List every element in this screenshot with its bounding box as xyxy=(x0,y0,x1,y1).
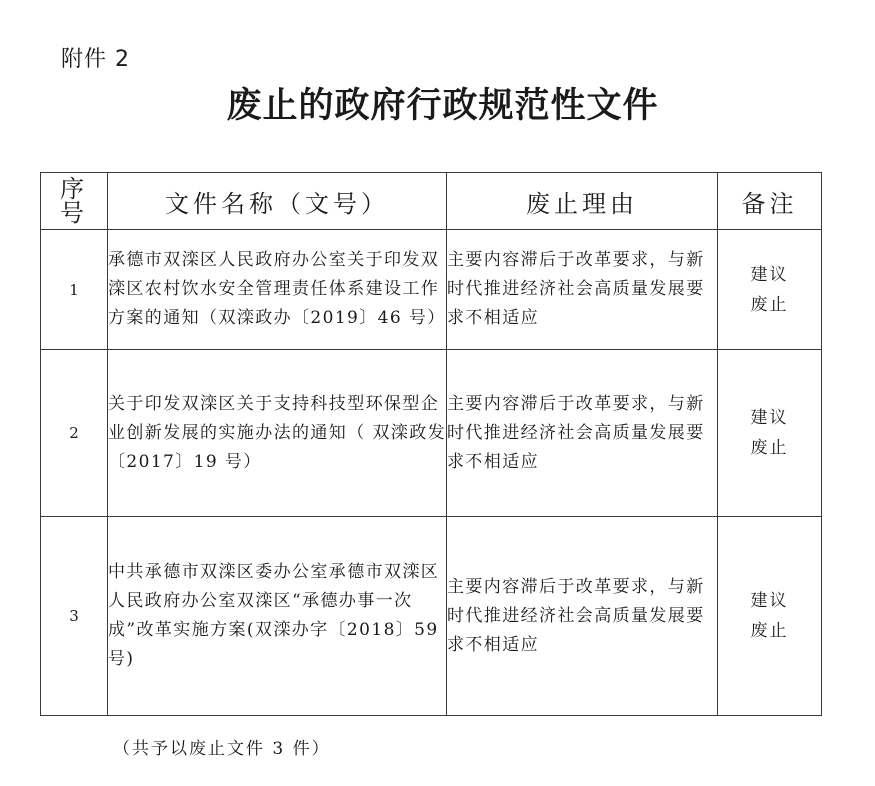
table-row xyxy=(41,230,822,350)
header-name: 文件名称（文号） xyxy=(108,173,447,230)
row-seq: 2 xyxy=(41,350,108,517)
table-row xyxy=(41,517,822,716)
row-note-line2: 废止 xyxy=(750,438,789,458)
header-reason: 废止理由 xyxy=(447,173,718,230)
row-note xyxy=(718,517,822,716)
header-seq-line2: 号 xyxy=(60,199,88,227)
row-note-line1: 建议 xyxy=(750,264,789,285)
row-note-line1: 建议 xyxy=(750,591,789,611)
row-reason: 主要内容滞后于改革要求，与新时代推进经济社会高质量发展要求不相适应 xyxy=(447,517,718,716)
row-note-line2: 废止 xyxy=(750,294,789,315)
row-note xyxy=(718,230,822,350)
row-seq: 1 xyxy=(41,230,108,350)
header-note: 备注 xyxy=(718,173,822,230)
row-reason: 主要内容滞后于改革要求，与新时代推进经济社会高质量发展要求不相适应 xyxy=(447,350,718,517)
attachment-label: 附件 2 xyxy=(61,47,130,72)
row-seq: 3 xyxy=(41,517,108,716)
header-seq xyxy=(41,173,108,230)
table-header-row xyxy=(41,173,822,230)
row-note-line2: 废止 xyxy=(750,621,789,641)
row-document-name: 关于印发双滦区关于支持科技型环保型企业创新发展的实施办法的通知（ 双滦政发〔2017〕19 号） xyxy=(108,350,447,517)
document-title: 废止的政府行政规范性文件 xyxy=(226,85,659,126)
row-document-name: 承德市双滦区人民政府办公室关于印发双滦区农村饮水安全管理责任体系建设工作方案的通知（双滦政办〔2019〕46 号） xyxy=(108,230,447,350)
table-row xyxy=(41,350,822,517)
row-document-name: 中共承德市双滦区委办公室承德市双滦区人民政府办公室双滦区“承德办事一次成”改革实施方案(双滦办字〔2018〕59 号) xyxy=(108,517,447,716)
abolished-documents-table xyxy=(40,172,822,716)
row-reason: 主要内容滞后于改革要求，与新时代推进经济社会高质量发展要求不相适应 xyxy=(447,230,718,350)
header-seq-line1: 序 xyxy=(60,175,88,203)
row-note-line1: 建议 xyxy=(750,408,789,428)
row-note xyxy=(718,350,822,517)
summary-note: （共予以废止文件 3 件） xyxy=(113,739,331,759)
